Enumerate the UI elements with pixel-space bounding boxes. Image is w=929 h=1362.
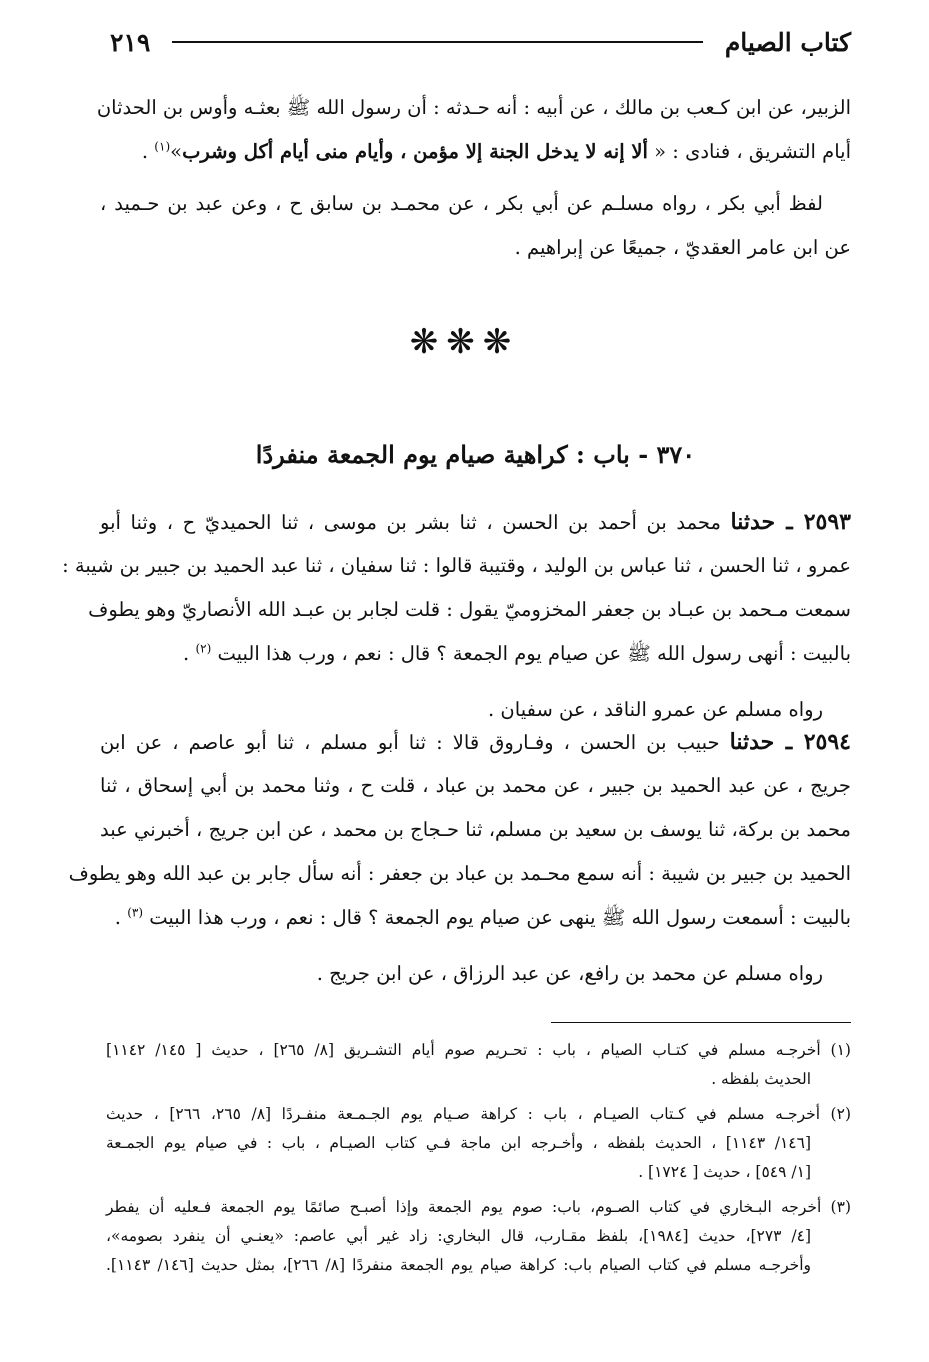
text-span: بالبيت : أسمعت رسول الله ﷺ ينهى عن صيام يوم الجمعة ؟ قال : نعم ، ورب هذا البيت	[143, 906, 851, 929]
footnote-line: (٣) أخرجه البـخاري في كتاب الصـوم، باب: صوم يوم الجمعة وإذا أصبـح صائمًا يوم الجمعة فـعليه أن يفطر	[106, 1198, 851, 1216]
text-line: عن ابن عامر العقديّ ، جميعًا عن إبراهيم .	[514, 236, 851, 259]
text-span: حبيب بن الحسن ، وفـاروق قالا : ثنا أبو مسلم ، ثنا أبو عاصم ، عن ابن	[100, 731, 730, 754]
quoted-hadith: ألا إنه لا يدخل الجنة إلا مؤمن ، وأيام منى أيام أكل وشرب	[182, 140, 648, 163]
header-rule	[172, 41, 703, 43]
text-span: .	[183, 642, 196, 665]
footnotes	[106, 1036, 851, 1280]
text-line	[100, 632, 851, 676]
text-span: .	[114, 906, 128, 929]
footnote-line: وأخرجـه مسلم في كتاب الصيام باب: كراهة صيام يوم الجمعة منفردًا [٨/ ٢٦٦]، بمثل حديث [١٤٦/ ١١٤٣].	[106, 1256, 812, 1274]
hadith-number: ٢٥٩٣ ـ حدثنا	[730, 509, 851, 535]
footnote-ref: (١)	[154, 139, 171, 154]
text-line: سمعت مـحمد بن عبـاد بن جعفر المخزوميّ يقول : قلت لجابر بن عبـد الله الأنصاريّ وهو يطوف	[88, 598, 851, 621]
footnote-separator	[551, 1022, 851, 1023]
narration-line: رواه مسلم عن محمد بن رافع، عن عبد الرزاق ، عن ابن جريج .	[316, 962, 823, 985]
chapter-title: ٣٧٠ - باب : كراهية صيام يوم الجمعة منفردًا	[255, 440, 696, 469]
text-line: محمد بن بركة، ثنا يوسف بن سعيد بن مسلم، ثنا حـجاج بن محمد ، عن ابن جريج ، أخبرني عبد	[100, 818, 851, 841]
text-line: لفظ أبي بكر ، رواه مسلـم عن أبي بكر ، عن محمـد بن سابق ح ، وعن عبد بن حـميد ،	[100, 192, 823, 215]
page-header	[110, 22, 851, 62]
hadith-2594	[68, 720, 851, 996]
hadith-2593	[62, 500, 851, 732]
footnote-ref: (٣)	[127, 905, 144, 920]
text-line: الحميد بن جبير بن شيبة : أنه سمع محـمد بن عباد بن جعفر : أنه سأل جابر بن عبد الله وهو يطوف	[68, 862, 851, 885]
text-span: محمد بن أحمد بن الحسن ، ثنا بشر بن موسى ، ثنا الحميديّ ح ، وثنا أبو	[100, 511, 731, 534]
text-span: »	[170, 140, 183, 163]
text-span: أيام التشريق ، فنادى : «	[647, 140, 851, 163]
opening-paragraph	[96, 86, 851, 270]
text-line	[100, 500, 851, 544]
text-span: .	[141, 140, 155, 163]
footnote-line: [٤/ ٢٧٣]، حديث [١٩٨٤]، بلفظ مقـارب، قال البخاري: زاد غير أبي عاصم: «يعنـي أن ينفرد بصومه»،	[106, 1227, 811, 1245]
text-line: جريج ، عن عبد الحميد بن جبير ، عن محمد بن عباد ، قلت ح ، وثنا محمد بن أبي إسحاق ، ثنا	[100, 774, 851, 797]
footnote-line: الحديث بلفظه .	[711, 1070, 811, 1088]
hadith-number: ٢٥٩٤ ـ حدثنا	[729, 729, 851, 755]
text-line	[100, 130, 851, 174]
narration-line: رواه مسلم عن عمرو الناقد ، عن سفيان .	[488, 698, 823, 721]
text-line: الزبير، عن ابن كـعب بن مالك ، عن أبيه : أنه حـدثه : أن رسول الله ﷺ بعثـه وأوس بن الحدثان	[96, 96, 851, 119]
text-line	[100, 896, 851, 940]
text-line	[100, 720, 851, 764]
footnote-line: (١) أخرجـه مسلم في كتـاب الصيام ، باب : تحـريم صوم أيام التشـريق [٨/ ٢٦٥] ، حديث [ ١٤٥/ ١١٤٢]	[106, 1041, 851, 1059]
book-title: كتاب الصيام	[724, 27, 851, 57]
section-separator: ❋❋❋	[409, 322, 520, 362]
page-number: ٢١٩	[110, 27, 151, 57]
footnote-line: [١/ ٥٤٩] ، حديث [ ١٧٢٤] .	[638, 1163, 811, 1181]
footnote-ref: (٢)	[195, 641, 212, 656]
footnote-line: [١٤٦/ ١١٤٣] ، الحديث بلفظه ، وأخـرجه ابن ماجة فـي كتاب الصيـام ، باب : في صيام يوم الجمـعة	[106, 1134, 811, 1152]
footnote-line: (٢) أخرجـه مسلم في كـتاب الصيـام ، باب : كراهة صـيام يوم الجـمـعة منفـردًا [٨/ ٢٦٥، ٢٦٦] ، حديث	[106, 1105, 851, 1123]
text-line: عمرو ، ثنا الحسن ، ثنا عباس بن الوليد ، وقتيبة قالوا : ثنا سفيان ، ثنا عبد الحميد بن جبير بن شيبة :	[62, 554, 851, 577]
text-span: بالبيت : أنهى رسول الله ﷺ عن صيام يوم الجمعة ؟ قال : نعم ، ورب هذا البيت	[211, 642, 851, 665]
